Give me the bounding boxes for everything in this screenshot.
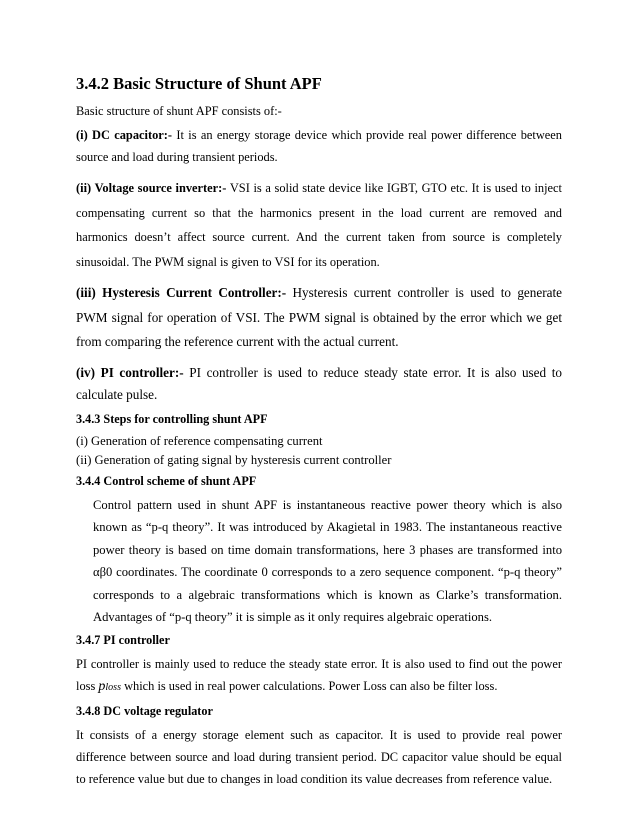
intro-text: Basic structure of shunt APF consists of:- — [76, 104, 282, 118]
control-scheme-text: Control pattern used in shunt APF is instantaneous reactive power theory which is also known as “p-q theory”. It was introduced by Akagietal in 1983. The instantaneous reactive power theory is based on time domain transformations, here 3 phases are transformed into αβ0 coordinates. The coordinate 0 corresponds to a zero sequence component. “p-q theory” corresponds to a algebraic transformations which is known as Clarke’s transformation. Advantages of “p-q theory” it is simple as it only requires algebraic operations. — [93, 497, 562, 624]
page-content — [76, 74, 562, 790]
item-label: (ii) Voltage source inverter:- — [76, 181, 227, 195]
item-text: It is an energy storage device which provide real power difference between source and load during transient periods. — [76, 128, 562, 164]
item-text: Hysteresis current controller is used to generate PWM signal for operation of VSI. The PWM signal is obtained by the error which we get from comparing the reference current with the actual current. — [76, 285, 562, 349]
item-text: PI controller is used to reduce steady state error. It is also used to calculate pulse. — [76, 364, 562, 402]
item-label: (iii) Hysteresis Current Controller:- — [76, 285, 287, 300]
item-label: (i) DC capacitor:- — [76, 128, 173, 142]
item-label: (iv) PI controller:- — [76, 364, 184, 380]
dc-regulator-text: It consists of a energy storage element such as capacitor. It is used to provide real power difference between source and load during transient period. DC capacitor value should be equal to reference value but due to changes in load condition its value decreases from reference value. — [76, 727, 562, 786]
section-heading-steps: 3.4.3 Steps for controlling shunt APF — [76, 411, 268, 426]
step-item-1: (i) Generation of reference compensating current — [76, 433, 323, 448]
step-item-2: (ii) Generation of gating signal by hysteresis current controller — [76, 452, 392, 467]
item-dc-capacitor — [76, 124, 562, 168]
item-voltage-source-inverter — [76, 176, 562, 274]
item-hysteresis-controller — [76, 281, 562, 355]
ploss-subscript: loss — [105, 681, 121, 693]
section-heading-basic-structure: 3.4.2 Basic Structure of Shunt APF — [76, 74, 322, 93]
item-pi-controller — [76, 362, 562, 406]
section-heading-control-scheme: 3.4.4 Control scheme of shunt APF — [76, 473, 257, 488]
section-heading-dc-regulator: 3.4.8 DC voltage regulator — [76, 703, 213, 718]
item-text: VSI is a solid state device like IGBT, GTO etc. It is used to inject compensating current so that the harmonics present in the load current are removed and harmonics doesn’t affect source current. And the current taken from source is completely sinusoidal. The PWM signal is given to VSI for its operation. — [76, 181, 562, 269]
ploss-symbol: p — [98, 678, 106, 694]
section-heading-pi-controller: 3.4.7 PI controller — [76, 632, 170, 647]
pi-controller-text: PI controller is mainly used to reduce the steady state error. It is also used to find out the power loss ploss which is used in real power calculations. Power Loss can also be filter loss. — [76, 656, 562, 694]
